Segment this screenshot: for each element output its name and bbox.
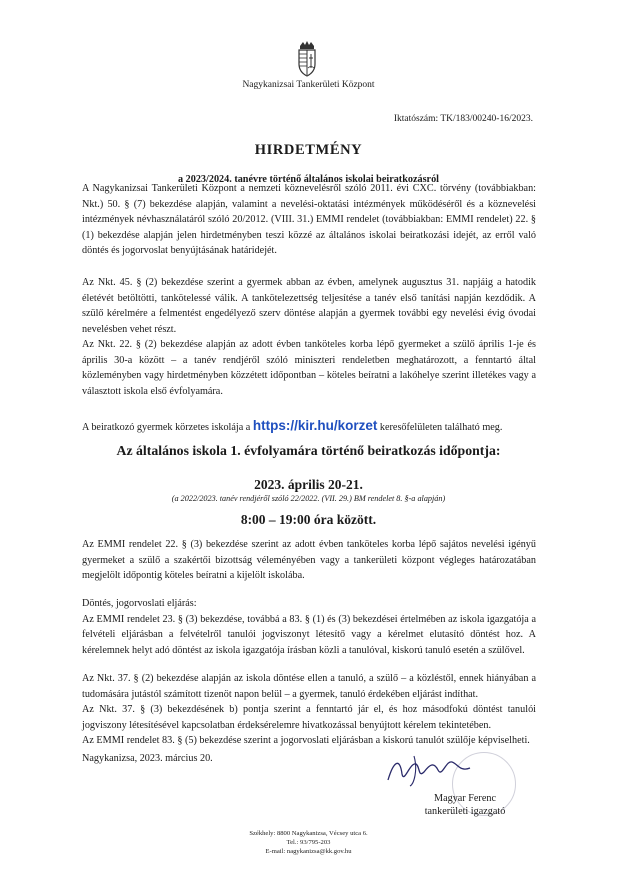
paragraph-decision-body: Az EMMI rendelet 23. § (3) bekezdése, továbbá a 83. § (1) és (3) bekezdései értelmében az iskola igazgatója a felvételi eljárásban a felvételről tanulói jogviszonyt létesítő vagy a kérelmet elutasító döntést hoz. A kérelemnek helyt adó döntést az iskola igazgatója írásban közli a tanulóval, kiskorú tanuló esetén a szülővel. (82, 613, 536, 656)
organization-name: Nagykanizsai Tankerületi Központ (242, 80, 375, 90)
signer-block (400, 792, 530, 818)
special-needs-paragraph (82, 537, 536, 584)
reference-number: Iktatószám: TK/183/00240-16/2023. (393, 114, 533, 124)
paragraph-representation: Az EMMI rendelet 83. § (5) bekezdése szerint a jogorvoslati eljárásban a kiskorú tanulót szülője képviselheti. (82, 735, 530, 746)
crest-icon (292, 38, 322, 78)
footer-email: E-mail: nagykanizsa@kk.gov.hu (265, 848, 352, 855)
paragraph-special-needs: Az EMMI rendelet 22. § (3) bekezdése szerint az adott évben tanköteles korba lépő sajátos nevelési igényű gyermeket a szülő a szakértői bizottság véleményében vagy a tankerületi központ végleges határozatában megjelölt időpontig köteles beíratni a kijelölt iskolába. (82, 539, 536, 581)
signer-position: tankerületi igazgató (424, 806, 506, 817)
district-school-paragraph (82, 418, 536, 436)
paragraph-legal-basis: A Nagykanizsai Tankerületi Központ a nemzeti köznevelésről szóló 2011. évi CXC. törvény (továbbiakban: Nkt.) 50. § (7) bekezdése alapján, valamint a nevelési-oktatási intézmények működéséről és a köznevelési intézmények névhasználatáról szóló 20/2012. (VIII. 31.) EMMI rendelet (továbbiakban: EMMI rendelet) 22. § (1) bekezdése alapján jelen hirdetményben teszi közzé az általános iskolai beiratkozási idejét, az erről való döntés és jogorvoslat benyújtásának határidejét. (82, 183, 536, 256)
paragraph-appeal: Az Nkt. 37. § (2) bekezdése alapján az iskola döntése ellen a tanuló, a szülő – a közléstől, ennek hiányában a tudomására jutástól számított tizenöt napon belül – a gyermek, tanuló érdekében eljárást indíthat. (82, 673, 536, 700)
kir-district-link[interactable]: https://kir.hu/korzet (252, 418, 378, 433)
enrollment-legal-note: (a 2022/2023. tanév rendjéről szóló 22/2022. (VII. 29.) BM rendelet 8. §-a alapján) (171, 494, 446, 503)
footer (0, 829, 617, 856)
paragraph-school-age: Az Nkt. 45. § (2) bekezdése szerint a gyermek abban az évben, amelynek augusztus 31. napjáig a hatodik életévét betöltötti, tankötelessé válik. A tankötelezettség teljesítése a tanév első tanítási napján kezdődik. A szülő kérelmére a felmentést engedélyező szerv döntése alapján a gyermek további egy nevelési évig óvodai nevelésben vehet részt. (82, 277, 536, 335)
footer-phone: Tel.: 93/795-203 (286, 839, 331, 846)
district-text-after: keresőfelületen található meg. (377, 422, 503, 433)
paragraph-enrollment-period: Az Nkt. 22. § (2) bekezdése alapján az adott évben tanköteles korba lépő gyermeket a szülő április 1-je és április 30-a között – a tanév rendjéről szóló miniszteri rendeletben meghatározott, a fenntartó által közleményben vagy hirdetményben közzétett időpontban – köteles beíratni a lakóhelye szerint illetékes vagy a választott iskola első évfolyamára. (82, 339, 536, 397)
footer-address: Székhely: 8800 Nagykanizsa, Vécsey utca 6. (249, 830, 368, 837)
decision-section (82, 596, 536, 658)
intro-paragraph (82, 181, 536, 259)
document-title: HIRDETMÉNY (254, 142, 363, 158)
enrollment-heading: Az általános iskola 1. évfolyamára történő beiratkozás időpontja: (116, 443, 501, 458)
enrollment-date: 2023. április 20-21. (254, 477, 363, 492)
paragraph-second-instance: Az Nkt. 37. § (3) bekezdésének b) pontja szerint a fenntartó jár el, és hoz másodfokú döntést tanulói jogviszony létesítésével kapcsolatban érdeksérelemre hivatkozással benyújtott kérelem tekintetében. (82, 704, 536, 731)
paragraph-decision-heading: Döntés, jogorvoslati eljárás: (82, 598, 197, 609)
paragraph-place-date: Nagykanizsa, 2023. március 20. (82, 753, 213, 764)
obligation-paragraphs (82, 275, 536, 399)
district-text-before: A beiratkozó gyermek körzetes iskolája a (82, 422, 253, 433)
document-subtitle: a 2023/2024. tanévre történő általános iskolai beiratkozásról (178, 174, 439, 185)
signer-name: Magyar Ferenc (434, 793, 496, 804)
signature-icon (384, 750, 474, 788)
appeal-section (82, 671, 536, 749)
enrollment-time: 8:00 – 19:00 óra között. (240, 512, 377, 527)
